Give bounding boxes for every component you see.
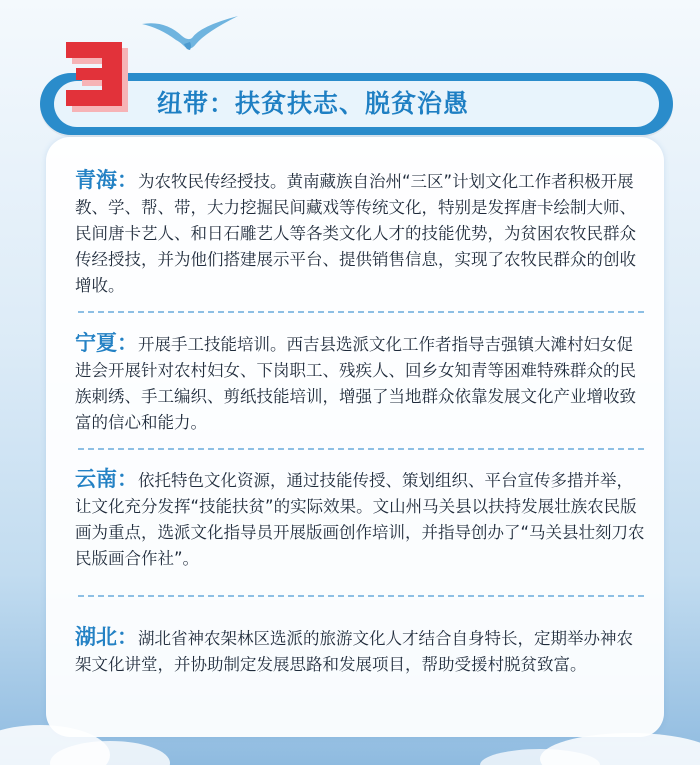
section-text: 为农牧民传经授技。黄南藏族自治州“三区”计划文化工作者积极开展教、学、帮、带，大力挖掘民间藏戏等传统文化，特别是发挥唐卡绘制大师、民间唐卡艺人、和日石雕艺人等各类文化人才的技能优势，为贫困农牧民群众传经授技，并为他们搭建展示平台、提供销售信息，实现了农牧民群众的创收增收。 <box>75 172 636 295</box>
section-text: 依托特色文化资源，通过技能传授、策划组织、平台宣传多措并举，让文化充分发挥“技能扶贫”的实际效果。文山州马关县以扶持发展壮族农民版画为重点，选派文化指导员开展版画创作培训，并指导创办了“马关县壮刻刀农民版画合作社”。 <box>75 471 645 568</box>
section-region-name: 湖北： <box>75 625 138 649</box>
section-title: 纽带：扶贫扶志、脱贫治愚 <box>157 89 470 118</box>
section-text: 湖北省神农架林区选派的旅游文化人才结合自身特长，定期举办神农架文化讲堂，并协助制定发展思路和发展项目，帮助受援村脱贫致富。 <box>75 629 633 674</box>
section-region-name: 云南： <box>75 467 138 491</box>
section-qinghai <box>75 167 645 299</box>
section-yunnan <box>75 466 645 572</box>
section-text: 开展手工技能培训。西吉县选派文化工作者指导吉强镇大滩村妇女促进会开展针对农村妇女、下岗职工、残疾人、回乡女知青等困难特殊群众的民族刺绣、手工编织、剪纸技能培训，增强了当地群众依靠发展文化产业增收致富的信心和能力。 <box>75 335 636 432</box>
section-region-name: 宁夏： <box>75 331 138 355</box>
number-3-badge-icon <box>62 40 142 120</box>
dashed-divider <box>78 311 644 313</box>
seagull-icon <box>140 14 240 54</box>
section-ningxia <box>75 330 645 436</box>
dashed-divider <box>78 595 644 597</box>
dashed-divider <box>78 448 644 450</box>
cloud-background <box>0 625 700 765</box>
section-region-name: 青海： <box>75 168 138 192</box>
